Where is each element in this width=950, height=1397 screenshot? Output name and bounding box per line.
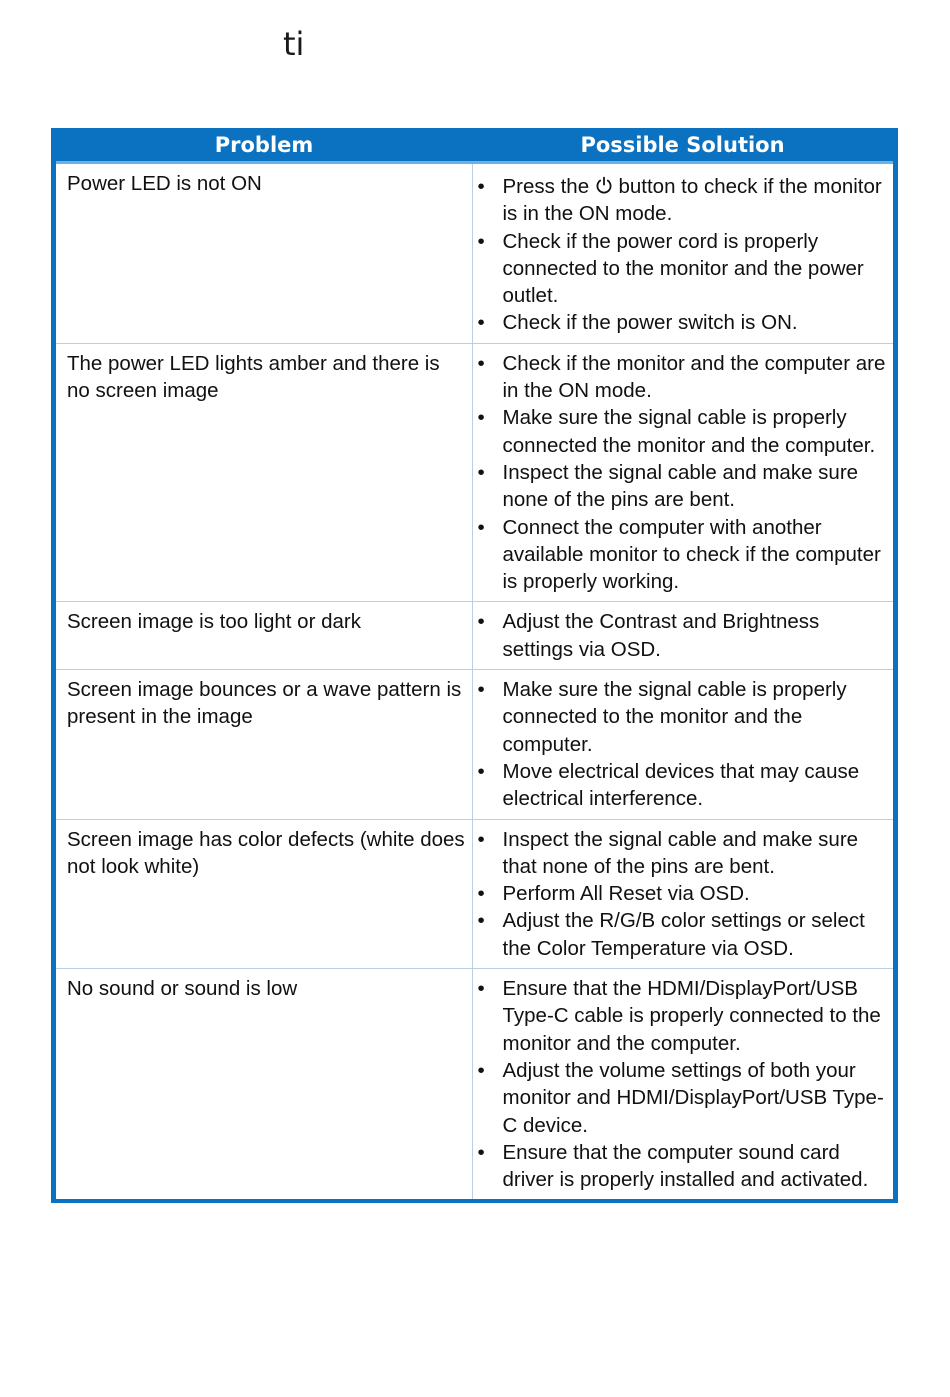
solution-text: Move electrical devices that may cause electrical interference. <box>502 759 860 811</box>
solution-item <box>475 228 888 310</box>
solution-cell <box>472 969 893 1200</box>
solution-item <box>475 826 888 881</box>
solution-text: Adjust the R/G/B color settings or select the Color Temperature via OSD. <box>502 909 865 960</box>
table-row <box>56 819 893 968</box>
solution-item <box>475 350 888 405</box>
bullet: • <box>477 1058 485 1082</box>
solution-cell <box>472 819 893 968</box>
solution-text: Check if the power cord is properly connected to the monitor and the power outlet. <box>502 229 864 308</box>
solution-text: Ensure that the computer sound card driver is properly installed and activated. <box>502 1140 869 1192</box>
bullet: • <box>477 882 485 906</box>
solution-list <box>475 826 888 962</box>
solution-item <box>475 907 888 962</box>
bullet: • <box>477 1140 485 1164</box>
solution-text: Check if the power switch is ON. <box>502 311 798 335</box>
power-icon <box>595 176 613 194</box>
column-header-problem: Problem <box>56 128 472 163</box>
solution-text-after-icon: button to check if the monitor is in the ON mode. <box>502 175 882 226</box>
solution-text: Make sure the signal cable is properly connected to the monitor and the computer. <box>502 678 847 756</box>
solution-item <box>475 459 888 514</box>
solution-text: Ensure that the HDMI/DisplayPort/USB Type-C cable is properly connected to the monitor and the computer. <box>502 977 881 1055</box>
bullet: • <box>477 229 485 253</box>
solution-item <box>475 880 888 907</box>
solution-text: Inspect the signal cable and make sure that none of the pins are bent. <box>502 827 859 878</box>
bullet: • <box>477 977 485 1001</box>
solution-item <box>475 404 888 459</box>
bullet: • <box>477 515 485 539</box>
solution-cell <box>472 343 893 602</box>
solution-item <box>475 1139 888 1194</box>
solution-item <box>475 975 888 1057</box>
solution-cell <box>472 602 893 670</box>
solution-item <box>475 758 888 813</box>
table-header-row <box>56 128 893 163</box>
solution-text-before-icon: Press the <box>502 175 595 198</box>
bullet: • <box>477 460 485 484</box>
solution-item <box>475 608 888 663</box>
solution-text: Make sure the signal cable is properly connected the monitor and the computer. <box>502 406 876 457</box>
table-row <box>56 969 893 1200</box>
table-row <box>56 602 893 670</box>
bullet: • <box>477 175 485 198</box>
solution-text: Adjust the volume settings of both your monitor and HDMI/DisplayPort/USB Type-C device. <box>502 1058 884 1137</box>
solution-text: Check if the monitor and the computer are in the ON mode. <box>502 351 886 403</box>
bullet: • <box>477 406 485 430</box>
solution-list <box>475 350 888 596</box>
solution-list <box>475 608 888 663</box>
solution-item <box>475 173 888 228</box>
solution-item <box>475 514 888 596</box>
solution-list <box>475 173 888 337</box>
column-header-solution: Possible Solution <box>472 128 893 163</box>
bullet: • <box>477 351 485 375</box>
solution-item <box>475 309 888 336</box>
solution-list <box>475 975 888 1193</box>
solution-text: Adjust the Contrast and Brightness settings via OSD. <box>502 610 820 661</box>
bullet: • <box>477 311 485 335</box>
problem-cell: Screen image bounces or a wave pattern is present in the image <box>56 670 472 819</box>
solution-text: Perform All Reset via OSD. <box>502 882 750 906</box>
troubleshooting-table <box>51 128 898 1203</box>
solution-cell <box>472 670 893 819</box>
table-row <box>56 670 893 819</box>
solution-text: Connect the computer with another available monitor to check if the computer is properly working. <box>502 515 881 594</box>
solution-list <box>475 676 888 812</box>
solution-item <box>475 1057 888 1139</box>
table-row <box>56 343 893 602</box>
bullet: • <box>477 678 485 702</box>
problem-cell: The power LED lights amber and there is no screen image <box>56 343 472 602</box>
solution-cell <box>472 163 893 344</box>
solution-text: Inspect the signal cable and make sure none of the pins are bent. <box>502 460 859 512</box>
bullet: • <box>477 909 485 933</box>
bullet: • <box>477 827 485 851</box>
page-header-glyph: ti <box>283 25 305 63</box>
bullet: • <box>477 759 485 783</box>
bullet: • <box>477 610 485 634</box>
solution-item <box>475 676 888 758</box>
problem-cell: Screen image has color defects (white does not look white) <box>56 819 472 968</box>
problem-cell: Power LED is not ON <box>56 163 472 344</box>
problem-cell: Screen image is too light or dark <box>56 602 472 670</box>
table-row <box>56 163 893 344</box>
table-body <box>56 163 893 1200</box>
problem-cell: No sound or sound is low <box>56 969 472 1200</box>
